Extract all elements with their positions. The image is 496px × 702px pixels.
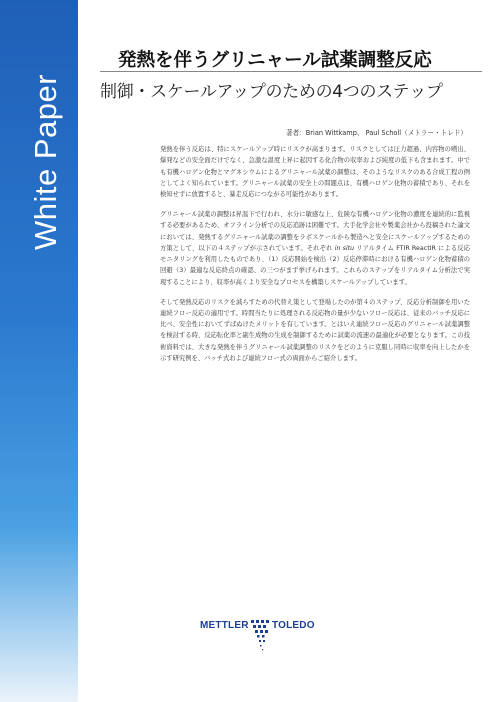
paragraph-2-after: リアルタイム FTIR ReactIR による反応モニタリングを利用したものであり、（1）反応開始を検出（2）反応停滞時における有機ハロゲン化物蓄積の回避（3）最適な反応終点の確認、の三つがまず挙げられます。これらのステップをリアルタイム分析法で実現することにより、収率が高くより安全なプロセスを構築しスケールアップしています。 <box>160 244 470 286</box>
body-text <box>160 144 470 373</box>
document-title: 発熱を伴うグリニャール試薬調整反応 <box>118 50 432 71</box>
logo-right-word: TOLEDO <box>272 620 315 631</box>
white-paper-label: White Paper <box>28 73 63 251</box>
author-line: 著者：Brian Wittkamp、 Paul Scholl（メトラー・トレド） <box>286 129 468 137</box>
logo-emblem-icon <box>250 618 272 658</box>
paragraph-2-before: グリニャール試薬の調整は昇温下で行われ、水分に敏感な上、危険な有機ハロゲン化物の濃度を連続的に監視する必要があるため、オフライン分析での反応追跡は困難です。大手化学会社や製薬会社から投稿された論文においては、発熱するグリニャール試薬の調整をラボスケールから製造へと安全にスケールアップするための方策として、以下の４ステップが示されています。それぞれ <box>160 210 470 252</box>
mettler-toledo-logo <box>200 618 320 662</box>
document-subtitle: 制御・スケールアップのための4つのステップ <box>100 82 443 102</box>
paragraph-1: 発熱を伴う反応は、特にスケールアップ時にリスクが高まります。リスクとしては圧力超過、内容物の噴出、爆発などの安全面だけでなく、急激な温度上昇に起因する化合物の収率および純度の低下も含まれます。中でも有機ハロゲン化物とマグネシウムによるグリニャール試薬の調整は、そのようなリスクのある合成工程の例としてよく知られています。グリニャール試薬の安全上の問題点は、有機ハロゲン化物の蓄積であり、それを検知せずに放置すると、暴走反応につながる可能性があります。 <box>160 146 470 199</box>
logo-left-word: METTLER <box>200 620 249 631</box>
paragraph-3: そして発熱反応のリスクを減らすための代替え策として登場したのが第４のステップ、反応分析制御を用いた連続フロー反応の適用です。時間当たりに処理される反応物の量が少ないフロー反応は、従来のバッチ反応に比べ、安全性においてずばぬけたメリットを有しています。とはいえ連続フロー反応のグリニャール試薬調整を検討する時、反応転化率と副生成物の生成を制御するために試薬の流速の最適化が必要となります。この技術資料では、大きな発熱を伴うグリニャール試薬調整のリスクをどのように克服し同時に収率を向上したかを示す研究例を、バッチ式および連続フロー式の両面からご紹介します。 <box>160 298 470 363</box>
side-band <box>0 0 78 702</box>
side-band-label-area <box>14 72 78 252</box>
title-divider <box>100 71 482 72</box>
paragraph-2-italic: in situ <box>334 244 355 252</box>
paragraph-2 <box>160 209 470 288</box>
